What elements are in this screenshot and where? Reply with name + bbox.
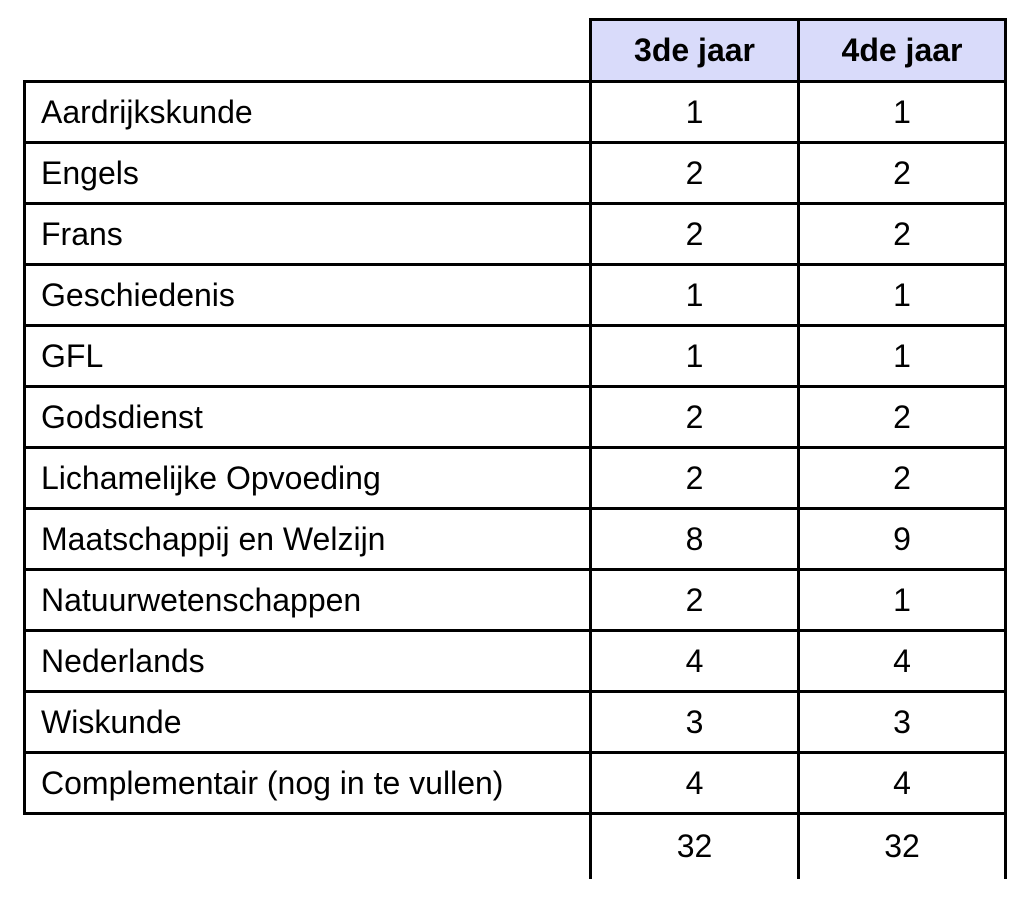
year3-hours-cell: 4 xyxy=(591,631,799,692)
year3-total-cell: 32 xyxy=(591,814,799,879)
year3-hours-cell: 8 xyxy=(591,509,799,570)
table-row xyxy=(25,387,1006,448)
year4-hours-cell: 2 xyxy=(799,143,1006,204)
year4-hours-cell: 4 xyxy=(799,631,1006,692)
year3-hours-cell: 1 xyxy=(591,326,799,387)
table-row xyxy=(25,753,1006,814)
subject-cell: Godsdienst xyxy=(25,387,591,448)
year4-hours-cell: 2 xyxy=(799,204,1006,265)
table-row xyxy=(25,631,1006,692)
subject-cell: Complementair (nog in te vullen) xyxy=(25,753,591,814)
header-year4: 4de jaar xyxy=(799,20,1006,82)
table-row xyxy=(25,509,1006,570)
totals-blank-cell xyxy=(25,814,591,879)
table-row xyxy=(25,570,1006,631)
table-row xyxy=(25,204,1006,265)
year4-hours-cell: 2 xyxy=(799,387,1006,448)
subject-cell: Engels xyxy=(25,143,591,204)
table-row xyxy=(25,265,1006,326)
year4-hours-cell: 1 xyxy=(799,570,1006,631)
year3-hours-cell: 2 xyxy=(591,204,799,265)
subject-cell: Maatschappij en Welzijn xyxy=(25,509,591,570)
table-row xyxy=(25,692,1006,753)
header-year3: 3de jaar xyxy=(591,20,799,82)
year3-hours-cell: 2 xyxy=(591,143,799,204)
header-blank-cell xyxy=(25,20,591,82)
year3-hours-cell: 2 xyxy=(591,448,799,509)
table-row xyxy=(25,82,1006,143)
year3-hours-cell: 3 xyxy=(591,692,799,753)
subject-cell: Lichamelijke Opvoeding xyxy=(25,448,591,509)
subject-cell: Frans xyxy=(25,204,591,265)
subject-cell: Nederlands xyxy=(25,631,591,692)
subject-cell: Geschiedenis xyxy=(25,265,591,326)
subject-cell: Wiskunde xyxy=(25,692,591,753)
year4-hours-cell: 1 xyxy=(799,82,1006,143)
year3-hours-cell: 2 xyxy=(591,570,799,631)
year4-hours-cell: 1 xyxy=(799,265,1006,326)
year3-hours-cell: 2 xyxy=(591,387,799,448)
year4-hours-cell: 1 xyxy=(799,326,1006,387)
subject-cell: Aardrijkskunde xyxy=(25,82,591,143)
subject-cell: GFL xyxy=(25,326,591,387)
table-row xyxy=(25,448,1006,509)
year3-hours-cell: 4 xyxy=(591,753,799,814)
year4-hours-cell: 9 xyxy=(799,509,1006,570)
year4-total-cell: 32 xyxy=(799,814,1006,879)
table-row xyxy=(25,326,1006,387)
year3-hours-cell: 1 xyxy=(591,82,799,143)
subject-cell: Natuurwetenschappen xyxy=(25,570,591,631)
hours-table xyxy=(23,18,1007,879)
table-row xyxy=(25,143,1006,204)
header-row xyxy=(25,20,1006,82)
year4-hours-cell: 3 xyxy=(799,692,1006,753)
year4-hours-cell: 2 xyxy=(799,448,1006,509)
year4-hours-cell: 4 xyxy=(799,753,1006,814)
totals-row xyxy=(25,814,1006,879)
year3-hours-cell: 1 xyxy=(591,265,799,326)
